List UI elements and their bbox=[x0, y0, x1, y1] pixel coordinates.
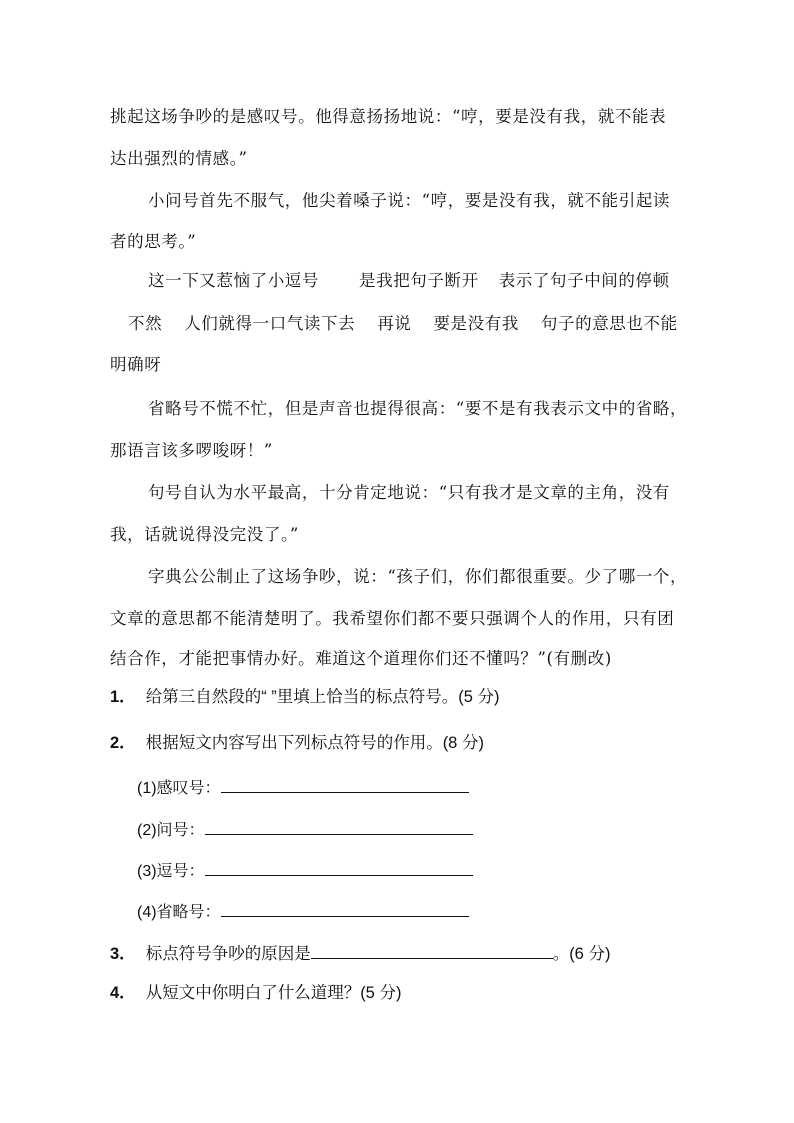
segment: 是我把句子断开 bbox=[359, 271, 479, 290]
passage-line: 小问号首先不服气，他尖着嗓子说：“哼，要是没有我，就不能引起读 bbox=[148, 191, 671, 210]
passage-line: 挑起这场争吵的是感叹号。他得意扬扬地说：“哼，要是没有我，就不能表 bbox=[110, 107, 667, 126]
question-1 bbox=[110, 686, 500, 708]
answer-blank[interactable] bbox=[311, 940, 553, 959]
segment: 人们就得一口气读下去 bbox=[184, 314, 356, 333]
question-number: 1． bbox=[110, 688, 136, 706]
segment: 要是没有我 bbox=[433, 314, 519, 333]
sub-item-label: (2)问号： bbox=[137, 822, 205, 839]
passage-line-fill bbox=[128, 313, 678, 335]
question-number: 3． bbox=[110, 945, 136, 963]
question-text: 。(6 分) bbox=[552, 945, 611, 963]
question-text: 从短文中你明白了什么道理？(5 分) bbox=[145, 984, 402, 1002]
segment: 表示了句子中间的停顿 bbox=[498, 271, 670, 290]
passage-line: 我，话就说得没完没了。” bbox=[110, 525, 299, 544]
question-text: 给第三自然段的“ ”里填上恰当的标点符号。(5 分) bbox=[145, 688, 500, 706]
question-text: 根据短文内容写出下列标点符号的作用。(8 分) bbox=[145, 734, 484, 752]
passage-line: 者的思考。” bbox=[110, 232, 197, 251]
sub-item-exclamation bbox=[137, 774, 469, 800]
question-4 bbox=[110, 982, 401, 1004]
question-text: 标点符号争吵的原因是 bbox=[145, 945, 311, 963]
passage-line: 字典公公制止了这场争吵，说：“孩子们，你们都很重要。少了哪一个， bbox=[148, 567, 688, 586]
answer-blank[interactable] bbox=[205, 857, 473, 876]
question-number: 2． bbox=[110, 734, 136, 752]
passage-line: 省略号不慌不忙，但是声音也提得很高：“要不是有我表示文中的省略， bbox=[148, 399, 688, 418]
answer-blank[interactable] bbox=[221, 774, 469, 793]
question-3 bbox=[110, 940, 610, 965]
sub-item-label: (4)省略号： bbox=[137, 904, 221, 921]
segment: 再说 bbox=[377, 314, 412, 333]
passage-line: 明确呀 bbox=[110, 355, 162, 374]
answer-blank[interactable] bbox=[205, 816, 473, 835]
passage-line: 达出强烈的情感。” bbox=[110, 149, 248, 168]
segment: 句子的意思也不能 bbox=[540, 314, 678, 333]
sub-item-question-mark bbox=[137, 816, 473, 842]
question-2 bbox=[110, 732, 484, 754]
answer-blank[interactable] bbox=[221, 898, 469, 917]
segment: 这一下又惹恼了小逗号 bbox=[148, 271, 319, 290]
segment: 不然 bbox=[128, 314, 163, 333]
passage-line: 文章的意思都不能清楚明了。我希望你们都不要只强调个人的作用，只有团 bbox=[110, 609, 675, 628]
sub-item-comma bbox=[137, 857, 473, 883]
sub-item-label: (3)逗号： bbox=[137, 863, 205, 880]
sub-item-ellipsis bbox=[137, 898, 469, 924]
passage-line: 结合作，才能把事情办好。难道这个道理你们还不懂吗？”(有删改) bbox=[110, 649, 612, 668]
passage-line: 那语言该多啰唆呀！” bbox=[110, 441, 273, 460]
passage-line-fill bbox=[148, 270, 670, 292]
question-number: 4． bbox=[110, 984, 136, 1002]
sub-item-label: (1)感叹号： bbox=[137, 780, 221, 797]
passage-line: 句号自认为水平最高，十分肯定地说：“只有我才是文章的主角，没有 bbox=[148, 483, 671, 502]
